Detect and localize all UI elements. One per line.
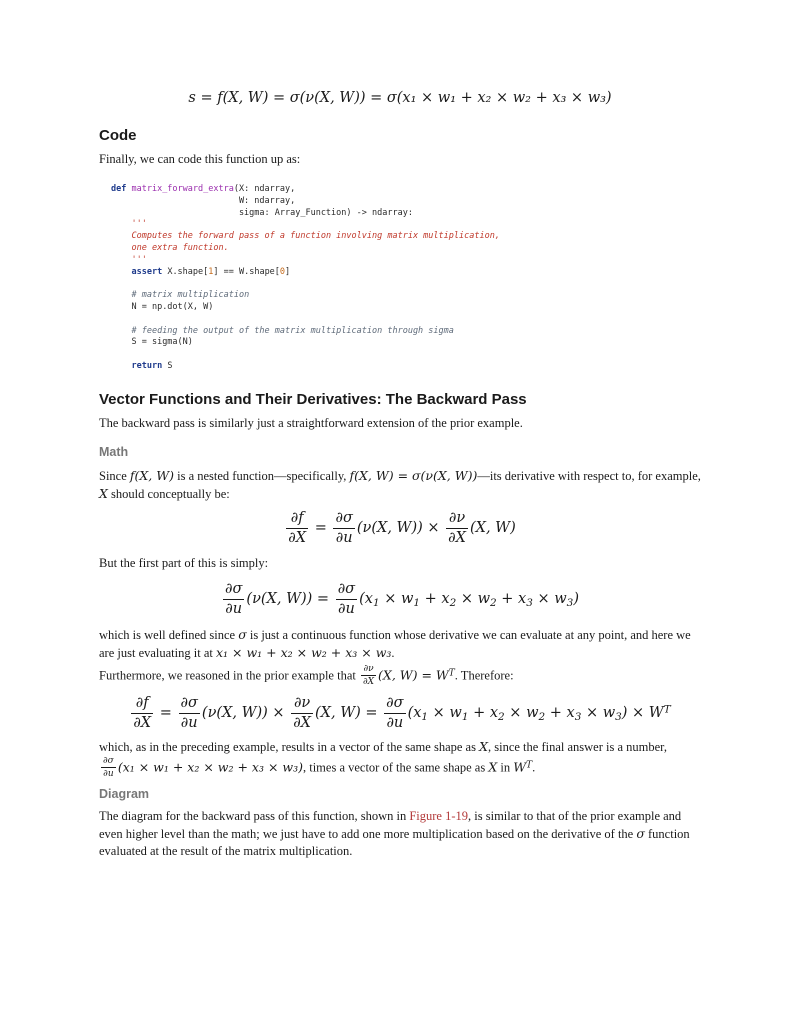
code-line-s: S = sigma(N): [131, 337, 193, 348]
equation-forward: [0, 90, 800, 106]
math-paragraph-1: Since f(X, W) is a nested function—specifically, f(X, W) = σ(ν(X, W))—its derivative with respect to, for example, X should conceptually be:: [99, 468, 701, 501]
code-return-keyword: return: [131, 360, 163, 371]
math-paragraph-2: But the first part of this is simply:: [99, 556, 269, 570]
equation-forward-text: s = f(X, W) = σ(ν(X, W)) = σ(x₁ × w₁ + x₂ × w₂ + x₃ × w₃): [188, 90, 612, 106]
heading-code: Code: [99, 127, 137, 144]
figure-link[interactable]: Figure 1-19: [409, 809, 469, 823]
equation-full-gradient: $\frac{\partial f}{\partial X}$ = $\frac{\partial\sigma}{\partial u}$ (ν(X, W)) × $\frac{\partial\nu}{\partial X}$ (X, W) = $\frac{\partial\sigma}{\partial u}$ $(x_1 \times w_1 + x_2 \times w_2 + x_3 \times w_3) \times W^T$: [133, 695, 671, 731]
math-paragraph-5: which, as in the preceding example, results in a vector of the same shape as X, since the final answer is a number, $\frac{\partial\sigma}{\partial u}$ (x₁ × w₁ + x₂ × w₂ + x₃ × w₃), times a vector of the same shape as X in $W^T$.: [99, 739, 667, 780]
diagram-paragraph: The diagram for the backward pass of this function, shown in Figure 1-19, is similar to that of the prior example and even higher level than the math; we just have to add one more multiplication based on the derivative of the σ function evaluated at the result of the matrix multiplication.: [99, 809, 690, 858]
code-def-keyword: def: [111, 184, 127, 194]
code-line-n: N = np.dot(X, W): [131, 301, 214, 312]
heading-diagram: Diagram: [99, 787, 150, 801]
code-docstring-2: one extra function.: [131, 242, 229, 253]
code-line-2: W: ndarray,: [238, 195, 296, 206]
code-block: [111, 184, 500, 373]
code-assert-a: X.shape[: [162, 266, 209, 277]
code-assert-idx-1: 1: [208, 266, 214, 277]
heading-backward-pass: Vector Functions and Their Derivatives: The Backward Pass: [99, 391, 527, 408]
backward-intro: The backward pass is similarly just a straightforward extension of the prior example.: [99, 416, 523, 430]
math-paragraph-4: Furthermore, we reasoned in the prior example that $\frac{\partial\nu}{\partial X}$ (X, $W) = W^T$. Therefore:: [99, 664, 514, 688]
code-assert-b: ] == W.shape[: [213, 266, 280, 277]
code-return-value: S: [162, 360, 173, 371]
code-signature: (X: ndarray,: [233, 184, 296, 194]
math-paragraph-3: which is well defined since σ is just a continuous function whose derivative we can evaluate at any point, and here we are just evaluating it at x₁ × w₁ + x₂ × w₂ + x₃ × w₃.: [99, 627, 691, 660]
code-docstring-close: ''': [131, 254, 147, 265]
code-docstring-open: ''': [131, 219, 147, 230]
code-assert-idx-0: 0: [279, 266, 286, 277]
code-line-3: sigma: Array_Function) -> ndarray:: [238, 207, 413, 218]
code-assert-c: ]: [285, 266, 291, 277]
code-intro: Finally, we can code this function up as:: [99, 152, 301, 166]
code-assert-keyword: assert: [131, 266, 163, 277]
code-comment-2: # feeding the output of the matrix multiplication through sigma: [131, 325, 454, 336]
heading-math: Math: [99, 445, 129, 459]
code-docstring-1: Computes the forward pass of a function involving matrix multiplication,: [131, 231, 500, 242]
equation-sigma-derivative: $\frac{\partial\sigma}{\partial u}$ (ν(X, W)) = $\frac{\partial\sigma}{\partial u}$ $(x_1 \times w_1 + x_2 \times w_2 + x_3 \times w_3)$: [225, 581, 579, 617]
code-function-name: matrix_forward_extra: [131, 184, 234, 194]
equation-chain-rule: $\frac{\partial f}{\partial X}$ = $\frac{\partial\sigma}{\partial u}$ (ν(X, W)) × $\frac{\partial\nu}{\partial X}$ (X, W): [288, 510, 516, 546]
code-comment-1: # matrix multiplication: [131, 290, 250, 301]
